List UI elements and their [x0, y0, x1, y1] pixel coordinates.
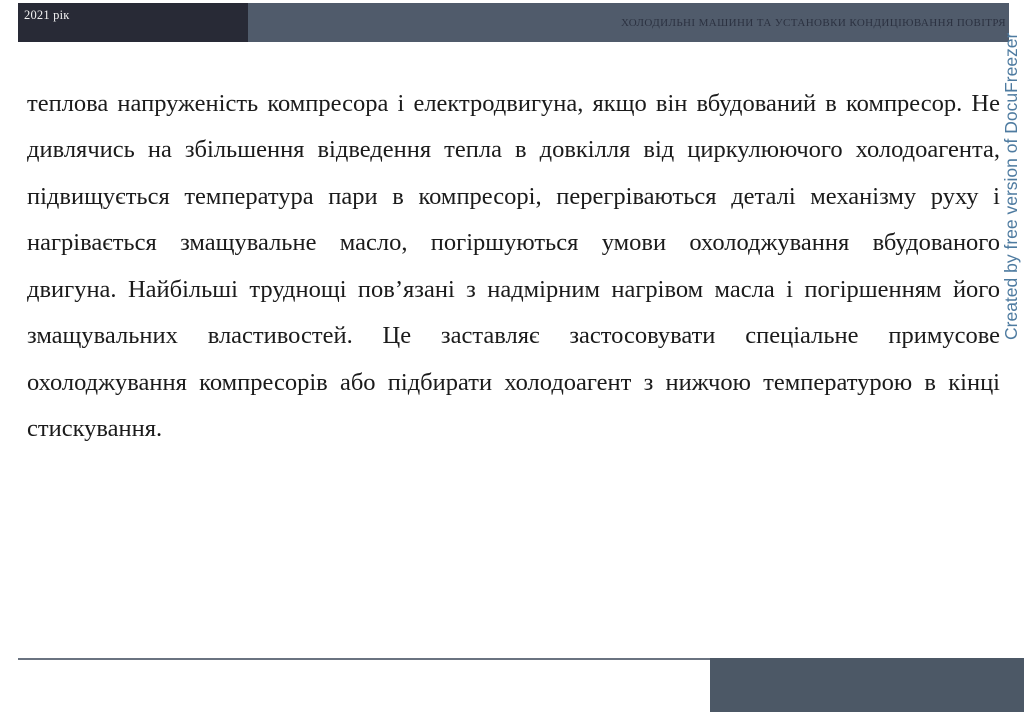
docufreezer-watermark: Created by free version of DocuFreezer: [1001, 32, 1021, 340]
header-title: ХОЛОДИЛЬНІ МАШИНИ ТА УСТАНОВКИ КОНДИЦІЮВАННЯ ПОВІТРЯ: [620, 16, 1006, 29]
header-year-box: [18, 3, 248, 42]
header-year-label: 2021 рік: [24, 8, 70, 22]
header-bar: [248, 3, 1009, 42]
body-paragraph: теплова напруженість компресора і електродвигуна, якщо він вбудований в компресор. Не дивлячись на збільшення відведення тепла в довкілля від циркулюючого холодоагента, підвищується температура пари в компресорі, перегріваються деталі механізму руху і нагрівається змащувальне масло, погіршуються умови охолоджування вбудованого двигуна. Найбільші труднощі пов’язані з надмірним нагрівом масла і погіршенням його змащувальних властивостей. Це заставляє застосовувати спеціальне примусове охолоджування компресорів або підбирати холодоагент з нижчою температурою в кінці стискування.: [27, 89, 1000, 442]
footer-accent-rect: [710, 658, 1024, 712]
